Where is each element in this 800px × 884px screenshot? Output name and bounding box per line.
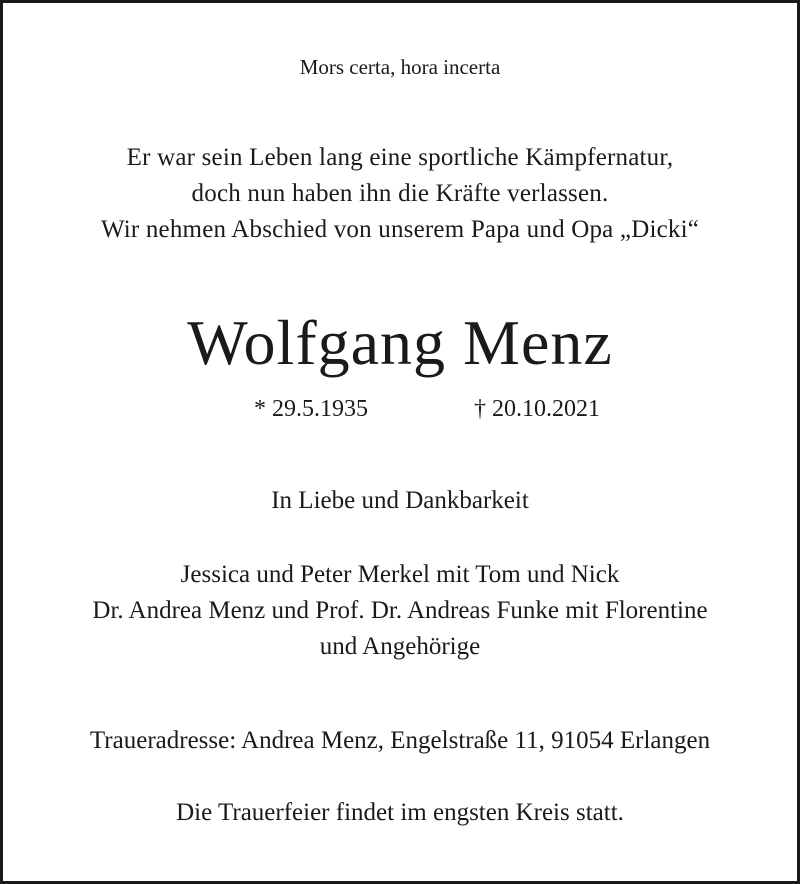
mourners-line-3: und Angehörige (319, 633, 481, 660)
death-date: † 20.10.2021 (474, 396, 600, 422)
motto: Mors certa, hora incerta (299, 55, 501, 79)
birth-date: * 29.5.1935 (254, 396, 368, 422)
intro-line-1: Er war sein Leben lang eine sportliche Kämpfernatur, (126, 144, 674, 171)
mourning-address: Traueradresse: Andrea Menz, Engelstraße 11, 91054 Erlangen (89, 727, 711, 754)
deceased-name: Wolfgang Menz (187, 307, 613, 378)
intro-line-3: Wir nehmen Abschied von unserem Papa und Opa „Dicki“ (100, 216, 700, 243)
dedication-line: In Liebe und Dankbarkeit (271, 487, 529, 514)
mourners-line-2: Dr. Andrea Menz und Prof. Dr. Andreas Funke mit Florentine (92, 597, 708, 624)
intro-line-2: doch nun haben ihn die Kräfte verlassen. (191, 180, 609, 207)
mourners-line-1: Jessica und Peter Merkel mit Tom und Nick (180, 561, 620, 588)
ceremony-note: Die Trauerfeier findet im engsten Kreis statt. (176, 799, 624, 826)
life-dates (0, 396, 800, 430)
